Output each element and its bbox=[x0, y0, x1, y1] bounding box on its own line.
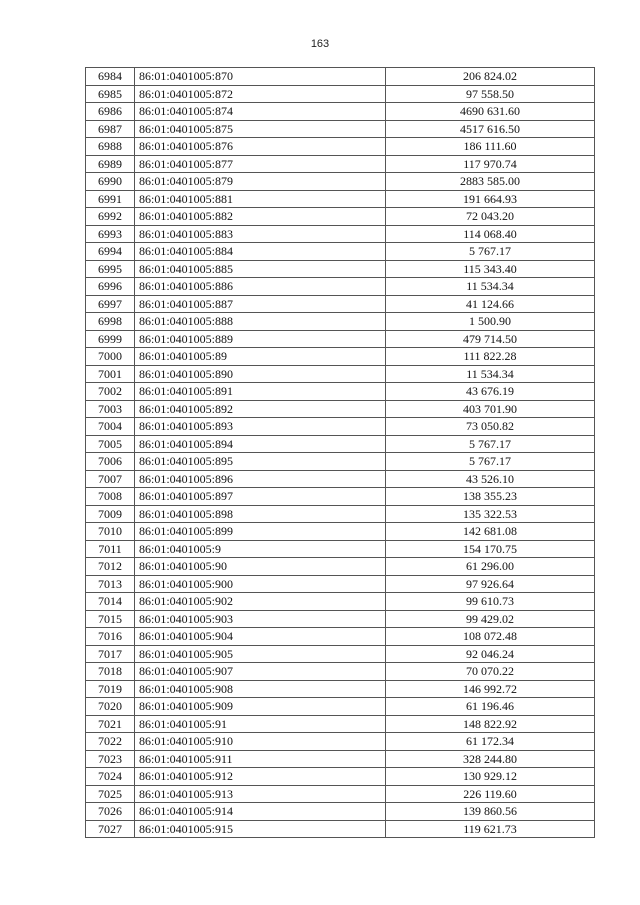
cadastral-number: 86:01:0401005:9 bbox=[135, 540, 386, 558]
table-row bbox=[86, 540, 595, 558]
cadastral-value: 146 992.72 bbox=[386, 680, 595, 698]
cadastral-value-table bbox=[85, 67, 595, 838]
row-number: 6997 bbox=[86, 295, 135, 313]
row-number: 6993 bbox=[86, 225, 135, 243]
cadastral-value: 11 534.34 bbox=[386, 278, 595, 296]
row-number: 7016 bbox=[86, 628, 135, 646]
table-row bbox=[86, 173, 595, 191]
table-row bbox=[86, 120, 595, 138]
cadastral-value: 73 050.82 bbox=[386, 418, 595, 436]
cadastral-value: 99 610.73 bbox=[386, 593, 595, 611]
cadastral-value: 97 558.50 bbox=[386, 85, 595, 103]
table-row bbox=[86, 348, 595, 366]
cadastral-value: 72 043.20 bbox=[386, 208, 595, 226]
table-row bbox=[86, 575, 595, 593]
cadastral-value: 2883 585.00 bbox=[386, 173, 595, 191]
cadastral-number: 86:01:0401005:877 bbox=[135, 155, 386, 173]
table-row bbox=[86, 190, 595, 208]
cadastral-value: 43 676.19 bbox=[386, 383, 595, 401]
cadastral-value: 148 822.92 bbox=[386, 715, 595, 733]
table-row bbox=[86, 593, 595, 611]
table-row bbox=[86, 85, 595, 103]
cadastral-number: 86:01:0401005:905 bbox=[135, 645, 386, 663]
row-number: 7019 bbox=[86, 680, 135, 698]
cadastral-number: 86:01:0401005:903 bbox=[135, 610, 386, 628]
cadastral-number: 86:01:0401005:888 bbox=[135, 313, 386, 331]
row-number: 6995 bbox=[86, 260, 135, 278]
table-row bbox=[86, 103, 595, 121]
row-number: 7021 bbox=[86, 715, 135, 733]
row-number: 7026 bbox=[86, 803, 135, 821]
cadastral-number: 86:01:0401005:909 bbox=[135, 698, 386, 716]
cadastral-value: 43 526.10 bbox=[386, 470, 595, 488]
cadastral-number: 86:01:0401005:879 bbox=[135, 173, 386, 191]
cadastral-number: 86:01:0401005:870 bbox=[135, 68, 386, 86]
cadastral-value: 4690 631.60 bbox=[386, 103, 595, 121]
table-row bbox=[86, 155, 595, 173]
cadastral-value: 186 111.60 bbox=[386, 138, 595, 156]
cadastral-number: 86:01:0401005:910 bbox=[135, 733, 386, 751]
row-number: 6999 bbox=[86, 330, 135, 348]
cadastral-number: 86:01:0401005:872 bbox=[135, 85, 386, 103]
table-row bbox=[86, 383, 595, 401]
cadastral-number: 86:01:0401005:915 bbox=[135, 820, 386, 838]
row-number: 7004 bbox=[86, 418, 135, 436]
row-number: 7027 bbox=[86, 820, 135, 838]
table-row bbox=[86, 803, 595, 821]
cadastral-value: 154 170.75 bbox=[386, 540, 595, 558]
cadastral-number: 86:01:0401005:908 bbox=[135, 680, 386, 698]
cadastral-value: 191 664.93 bbox=[386, 190, 595, 208]
table-row bbox=[86, 698, 595, 716]
row-number: 7005 bbox=[86, 435, 135, 453]
row-number: 7011 bbox=[86, 540, 135, 558]
table-row bbox=[86, 750, 595, 768]
cadastral-number: 86:01:0401005:885 bbox=[135, 260, 386, 278]
cadastral-value: 70 070.22 bbox=[386, 663, 595, 681]
cadastral-value: 11 534.34 bbox=[386, 365, 595, 383]
cadastral-number: 86:01:0401005:882 bbox=[135, 208, 386, 226]
cadastral-number: 86:01:0401005:881 bbox=[135, 190, 386, 208]
cadastral-number: 86:01:0401005:893 bbox=[135, 418, 386, 436]
table-row bbox=[86, 260, 595, 278]
table-row bbox=[86, 610, 595, 628]
cadastral-number: 86:01:0401005:89 bbox=[135, 348, 386, 366]
row-number: 7013 bbox=[86, 575, 135, 593]
cadastral-value: 41 124.66 bbox=[386, 295, 595, 313]
cadastral-value: 61 172.34 bbox=[386, 733, 595, 751]
row-number: 6984 bbox=[86, 68, 135, 86]
cadastral-number: 86:01:0401005:897 bbox=[135, 488, 386, 506]
cadastral-value: 4517 616.50 bbox=[386, 120, 595, 138]
cadastral-value: 139 860.56 bbox=[386, 803, 595, 821]
row-number: 7003 bbox=[86, 400, 135, 418]
row-number: 7024 bbox=[86, 768, 135, 786]
table-row bbox=[86, 715, 595, 733]
cadastral-value: 119 621.73 bbox=[386, 820, 595, 838]
page-number: 163 bbox=[310, 38, 330, 50]
row-number: 7008 bbox=[86, 488, 135, 506]
cadastral-value: 138 355.23 bbox=[386, 488, 595, 506]
cadastral-number: 86:01:0401005:913 bbox=[135, 785, 386, 803]
row-number: 7012 bbox=[86, 558, 135, 576]
table-row bbox=[86, 680, 595, 698]
cadastral-number: 86:01:0401005:902 bbox=[135, 593, 386, 611]
cadastral-value: 130 929.12 bbox=[386, 768, 595, 786]
row-number: 7002 bbox=[86, 383, 135, 401]
table-row bbox=[86, 138, 595, 156]
row-number: 7001 bbox=[86, 365, 135, 383]
row-number: 7018 bbox=[86, 663, 135, 681]
cadastral-number: 86:01:0401005:887 bbox=[135, 295, 386, 313]
cadastral-value: 61 196.46 bbox=[386, 698, 595, 716]
cadastral-value: 114 068.40 bbox=[386, 225, 595, 243]
table-row bbox=[86, 663, 595, 681]
row-number: 7022 bbox=[86, 733, 135, 751]
cadastral-number: 86:01:0401005:912 bbox=[135, 768, 386, 786]
row-number: 6988 bbox=[86, 138, 135, 156]
cadastral-value: 479 714.50 bbox=[386, 330, 595, 348]
row-number: 7017 bbox=[86, 645, 135, 663]
row-number: 6998 bbox=[86, 313, 135, 331]
cadastral-number: 86:01:0401005:889 bbox=[135, 330, 386, 348]
table-row bbox=[86, 400, 595, 418]
row-number: 6992 bbox=[86, 208, 135, 226]
table-row bbox=[86, 68, 595, 86]
cadastral-value: 97 926.64 bbox=[386, 575, 595, 593]
table-row bbox=[86, 523, 595, 541]
row-number: 7015 bbox=[86, 610, 135, 628]
cadastral-number: 86:01:0401005:904 bbox=[135, 628, 386, 646]
cadastral-value: 5 767.17 bbox=[386, 243, 595, 261]
cadastral-number: 86:01:0401005:90 bbox=[135, 558, 386, 576]
cadastral-number: 86:01:0401005:895 bbox=[135, 453, 386, 471]
table-row bbox=[86, 558, 595, 576]
cadastral-number: 86:01:0401005:875 bbox=[135, 120, 386, 138]
cadastral-number: 86:01:0401005:91 bbox=[135, 715, 386, 733]
row-number: 7025 bbox=[86, 785, 135, 803]
cadastral-number: 86:01:0401005:886 bbox=[135, 278, 386, 296]
table-row bbox=[86, 278, 595, 296]
cadastral-number: 86:01:0401005:890 bbox=[135, 365, 386, 383]
table-row bbox=[86, 243, 595, 261]
cadastral-number: 86:01:0401005:911 bbox=[135, 750, 386, 768]
row-number: 7010 bbox=[86, 523, 135, 541]
table-row bbox=[86, 330, 595, 348]
cadastral-value: 226 119.60 bbox=[386, 785, 595, 803]
cadastral-value: 142 681.08 bbox=[386, 523, 595, 541]
table-row bbox=[86, 645, 595, 663]
row-number: 7006 bbox=[86, 453, 135, 471]
row-number: 7023 bbox=[86, 750, 135, 768]
table-row bbox=[86, 505, 595, 523]
cadastral-value: 1 500.90 bbox=[386, 313, 595, 331]
row-number: 7007 bbox=[86, 470, 135, 488]
table-row bbox=[86, 628, 595, 646]
cadastral-number: 86:01:0401005:898 bbox=[135, 505, 386, 523]
row-number: 6985 bbox=[86, 85, 135, 103]
cadastral-value: 92 046.24 bbox=[386, 645, 595, 663]
table-row bbox=[86, 820, 595, 838]
cadastral-value: 111 822.28 bbox=[386, 348, 595, 366]
cadastral-number: 86:01:0401005:896 bbox=[135, 470, 386, 488]
cadastral-value: 5 767.17 bbox=[386, 435, 595, 453]
row-number: 6989 bbox=[86, 155, 135, 173]
cadastral-value: 5 767.17 bbox=[386, 453, 595, 471]
cadastral-number: 86:01:0401005:892 bbox=[135, 400, 386, 418]
table-row bbox=[86, 785, 595, 803]
table-row bbox=[86, 313, 595, 331]
cadastral-number: 86:01:0401005:874 bbox=[135, 103, 386, 121]
cadastral-value: 115 343.40 bbox=[386, 260, 595, 278]
table-row bbox=[86, 470, 595, 488]
row-number: 6994 bbox=[86, 243, 135, 261]
table-body bbox=[86, 68, 595, 838]
cadastral-number: 86:01:0401005:907 bbox=[135, 663, 386, 681]
cadastral-value: 403 701.90 bbox=[386, 400, 595, 418]
cadastral-value: 206 824.02 bbox=[386, 68, 595, 86]
table-row bbox=[86, 295, 595, 313]
table-row bbox=[86, 435, 595, 453]
cadastral-number: 86:01:0401005:884 bbox=[135, 243, 386, 261]
cadastral-value: 61 296.00 bbox=[386, 558, 595, 576]
table-row bbox=[86, 733, 595, 751]
cadastral-number: 86:01:0401005:891 bbox=[135, 383, 386, 401]
cadastral-number: 86:01:0401005:914 bbox=[135, 803, 386, 821]
table-row bbox=[86, 453, 595, 471]
row-number: 6986 bbox=[86, 103, 135, 121]
cadastral-number: 86:01:0401005:876 bbox=[135, 138, 386, 156]
table-row bbox=[86, 418, 595, 436]
table-row bbox=[86, 208, 595, 226]
row-number: 6996 bbox=[86, 278, 135, 296]
cadastral-value: 108 072.48 bbox=[386, 628, 595, 646]
cadastral-value: 135 322.53 bbox=[386, 505, 595, 523]
table-row bbox=[86, 488, 595, 506]
row-number: 7009 bbox=[86, 505, 135, 523]
table-row bbox=[86, 768, 595, 786]
row-number: 7020 bbox=[86, 698, 135, 716]
row-number: 6987 bbox=[86, 120, 135, 138]
cadastral-value: 117 970.74 bbox=[386, 155, 595, 173]
row-number: 6991 bbox=[86, 190, 135, 208]
table-row bbox=[86, 225, 595, 243]
row-number: 7014 bbox=[86, 593, 135, 611]
cadastral-number: 86:01:0401005:899 bbox=[135, 523, 386, 541]
cadastral-value: 99 429.02 bbox=[386, 610, 595, 628]
row-number: 7000 bbox=[86, 348, 135, 366]
cadastral-number: 86:01:0401005:883 bbox=[135, 225, 386, 243]
table-row bbox=[86, 365, 595, 383]
cadastral-value: 328 244.80 bbox=[386, 750, 595, 768]
cadastral-number: 86:01:0401005:894 bbox=[135, 435, 386, 453]
cadastral-number: 86:01:0401005:900 bbox=[135, 575, 386, 593]
row-number: 6990 bbox=[86, 173, 135, 191]
